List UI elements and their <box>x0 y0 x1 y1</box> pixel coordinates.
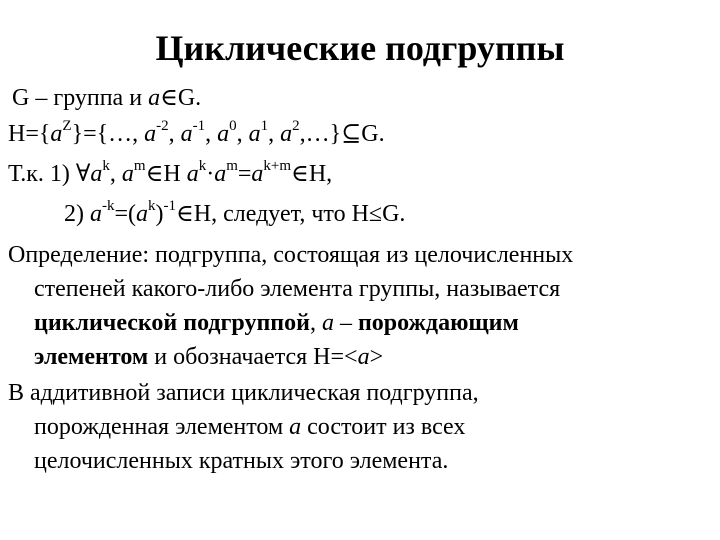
page-title: Циклические подгруппы <box>155 28 565 68</box>
additive-paragraph: В аддитивной записи циклическая подгруппа, порожденная элементом a состоит из всех целочисленных кратных этого элемента. <box>8 380 479 474</box>
line-proof-inverse: 2) $a^{-k}=(a^k)^{-1}\in H$, следует, что H≤G. <box>64 198 406 227</box>
line-proof-closure: Т.к. 1) $\forall a^k$, $a^m\in H$ $a^k\cdot a^m=a^{k+m}\in H$, <box>8 158 333 187</box>
line-group-def: G – группа и a∈G. <box>12 85 202 111</box>
definition-paragraph: Определение: подгруппа, состоящая из целочисленных степеней какого-либо элемента группы, называется циклической подгруппой, a – порождающим элементом и обозначается H=<a> <box>8 242 574 370</box>
line-subgroup-set: $H=\{a^Z\}=\{\dots$, $a^{-2}$, $a^{-1}$, $a^0$, $a^1$, $a^2,\dots\}⊆G$. <box>8 118 385 147</box>
